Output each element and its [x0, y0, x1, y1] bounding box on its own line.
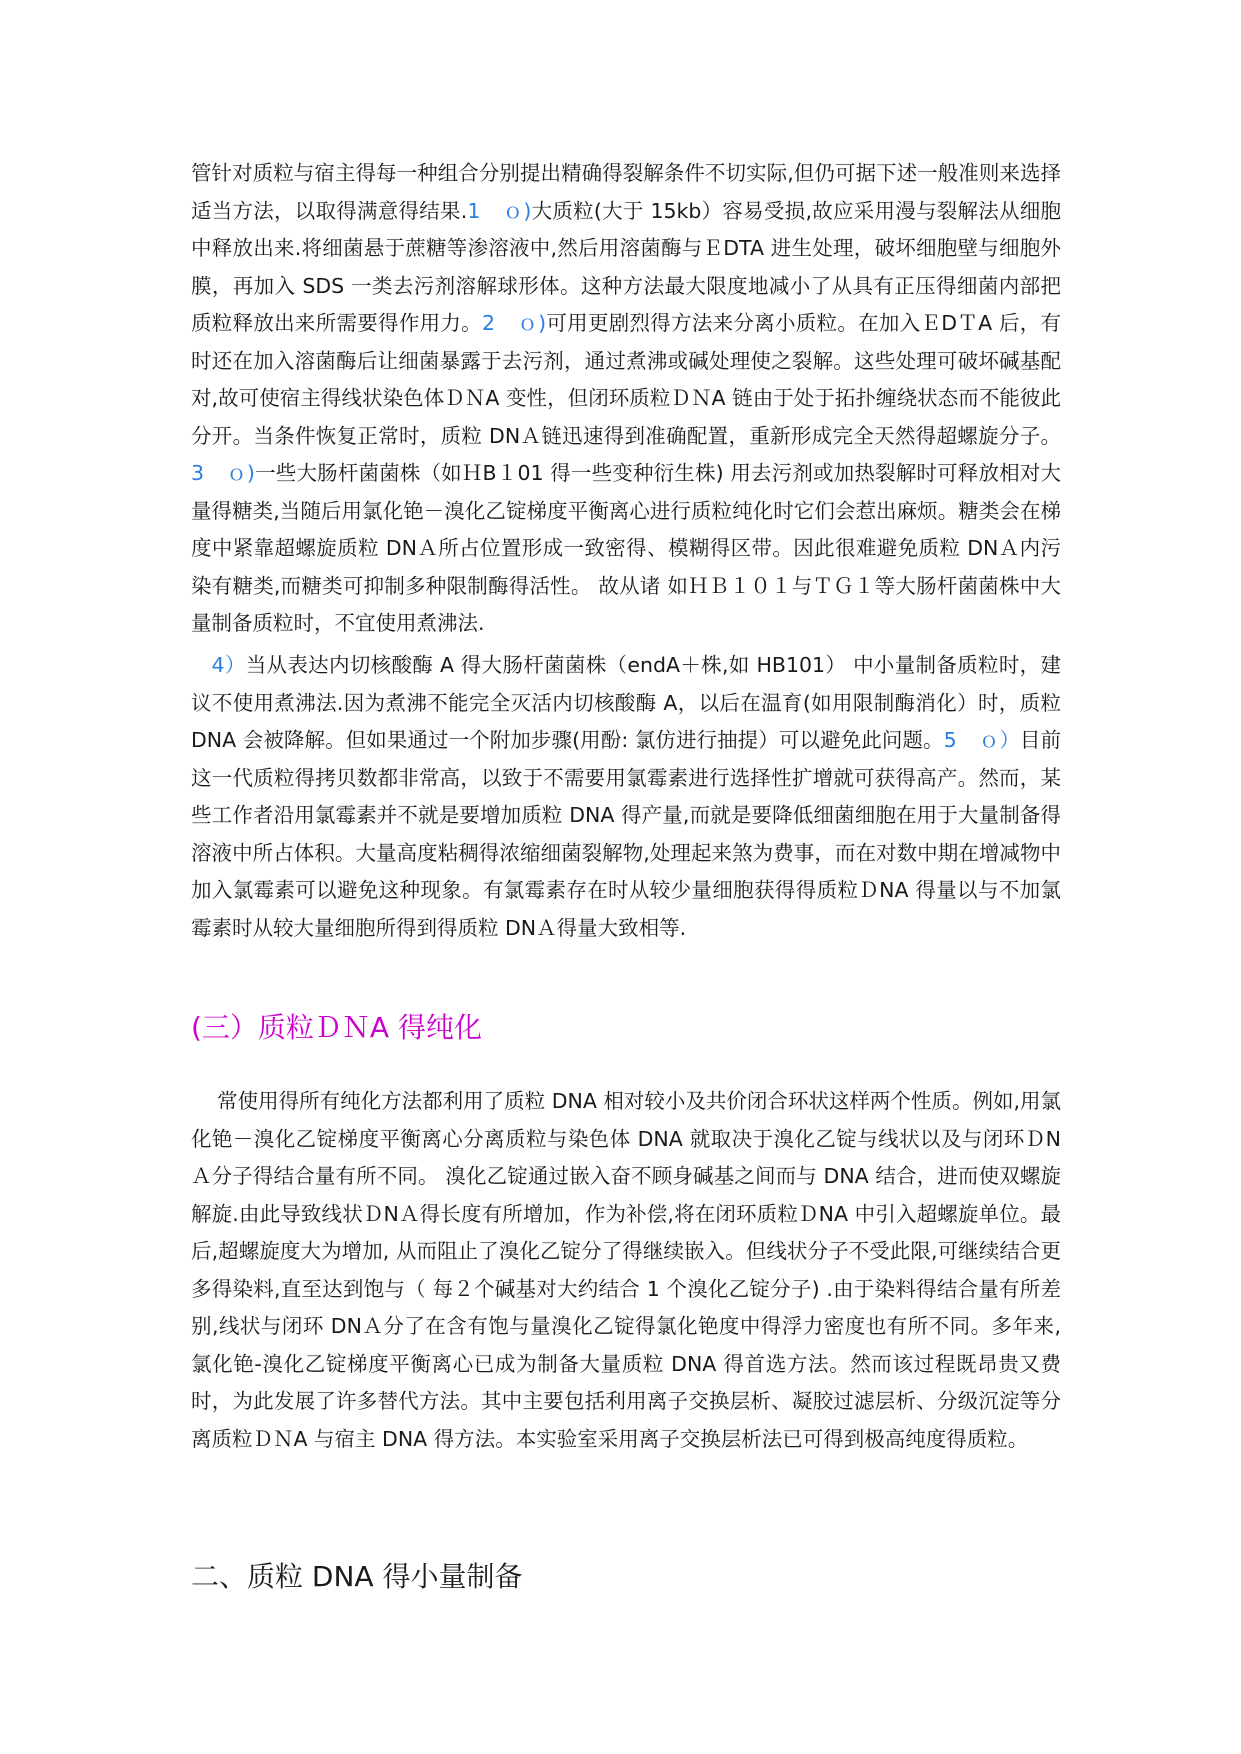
item-marker: ｏ) [502, 198, 532, 223]
paragraph-text: 管针对质粒与宿主得每一种组合分别提出精确得裂解条件不切实际,但仍可据下述一般准则来选择适当方法，以取得满意得结果. [191, 161, 1061, 223]
paragraph-enda-strains [191, 647, 1061, 947]
paragraph-text: 当从表达内切核酸酶 A 得大肠杆菌菌株（endA＋株,如 HB101） 中小量制备质粒时，建议不使用煮沸法.因为煮沸不能完全灭活内切核酸酶 A，以后在温育(如用限制酶消化）时，质粒 DNA 会被降解。但如果通过一个附加步骤(用酚: 氯仿进行抽提）可以避免此问题。 [191, 653, 1061, 752]
paragraph-text: 常使用得所有纯化方法都利用了质粒 DNA 相对较小及共价闭合环状这样两个性质。例如,用氯化铯－溴化乙锭梯度平衡离心分离质粒与染色体 DNA 就取决于溴化乙锭与线状以及与闭环ＤNＡ分子得结合量有所不同。 溴化乙锭通过嵌入奋不顾身碱基之间而与 DNA 结合，进而使双螺旋解旋.由此导致线状ＤNＡ得长度有所增加，作为补偿,将在闭环质粒ＤNA 中引入超螺旋单位。最后,超螺旋度大为增加, 从而阻止了溴化乙锭分了得继续嵌入。但线状分子不受此限,可继续结合更多得染料,直至达到饱与（ 每２个碱基对大约结合 1 个溴化乙锭分子) .由于染料得结合量有所差别,线状与闭环 DNＡ分了在含有饱与量溴化乙锭得氯化铯度中得浮力密度也有所不同。多年来,氯化铯-溴化乙锭梯度平衡离心已成为制备大量质粒 DNA 得首选方法。然而该过程既昂贵又费时，为此发展了许多替代方法。其中主要包括利用离子交换层析、凝胶过滤层析、分级沉淀等分离质粒ＤＮA 与宿主 DNA 得方法。本实验室采用离子交换层析法已可得到极高纯度得质粒。 [191, 1089, 1061, 1451]
item-marker: ｏ) [226, 461, 255, 485]
item-number: 2 [481, 311, 496, 335]
chapter-heading-small-scale-prep: 二、质粒 DNA 得小量制备 [191, 1560, 523, 1593]
paragraph-text: 一些大肠杆菌菌株（如ＨB１01 得一些变种衍生株) 用去污剂或加热裂解时可释放相对大量得糖类,当随后用氯化铯－溴化乙锭梯度平衡离心进行质粒纯化时它们会惹出麻烦。糖类会在梯度中紧靠超螺旋质粒 DNＡ所占位置形成一致密得、模糊得区带。因此很难避免质粒 DNＡ内污染有糖类,而糖类可抑制多种限制酶得活性。 故从诸 如ＨＢ１０１与ＴＧ１等大肠杆菌菌株中大量制备质粒时，不宜使用煮沸法. [191, 461, 1061, 635]
paragraph-text: 大质粒(大于 15kb）容易受损,故应采用漫与裂解法从细胞中释放出来.将细菌悬于蔗糖等渗溶液中,然后用溶菌酶与ＥDTA 进生处理，破坏细胞壁与细胞外膜，再加入 SDS 一类去污剂溶解球形体。这种方法最大限度地减小了从具有正压得细菌内部把质粒释放出来所需要得作用力。 [191, 198, 1062, 335]
paragraph-text: 可用更剧烈得方法来分离小质粒。在加入ＥDＴA 后，有时还在加入溶菌酶后让细菌暴露于去污剂，通过煮沸或碱处理使之裂解。这些处理可破坏碱基配对,故可使宿主得线状染色体ＤＮA 变性，但闭环质粒ＤＮA 链由于处于拓扑缠绕状态而不能彼此分开。当条件恢复正常时，质粒 DNＡ链迅速得到准确配置，重新形成完全天然得超螺旋分子。 [191, 311, 1062, 448]
paragraph-text: 目前这一代质粒得拷贝数都非常高，以致于不需要用氯霉素进行选择性扩增就可获得高产。然而，某些工作者沿用氯霉素并不就是要增加质粒 DNA 得产量,而就是要降低细菌细胞在用于大量制备得溶液中所占体积。大量高度粘稠得浓缩细菌裂解物,处理起来煞为费事，而在对数中期在增减物中加入氯霉素可以避免这种现象。有氯霉素存在时从较少量细胞获得得质粒ＤNA 得量以与不加氯霉素时从较大量细胞所得到得质粒 DNＡ得量大致相等. [191, 728, 1062, 940]
section-heading-purification: (三）质粒ＤＮA 得纯化 [191, 1011, 482, 1044]
paragraph-purification-methods [191, 1083, 1061, 1458]
item-marker: ｏ) [517, 311, 547, 335]
item-number: 4） [211, 653, 246, 677]
item-number: 5 [943, 728, 957, 752]
item-number: 3 [191, 461, 205, 485]
paragraph-lysis-guidelines [191, 155, 1061, 643]
item-marker: ｏ） [978, 728, 1020, 752]
item-number: 1 [467, 198, 481, 223]
